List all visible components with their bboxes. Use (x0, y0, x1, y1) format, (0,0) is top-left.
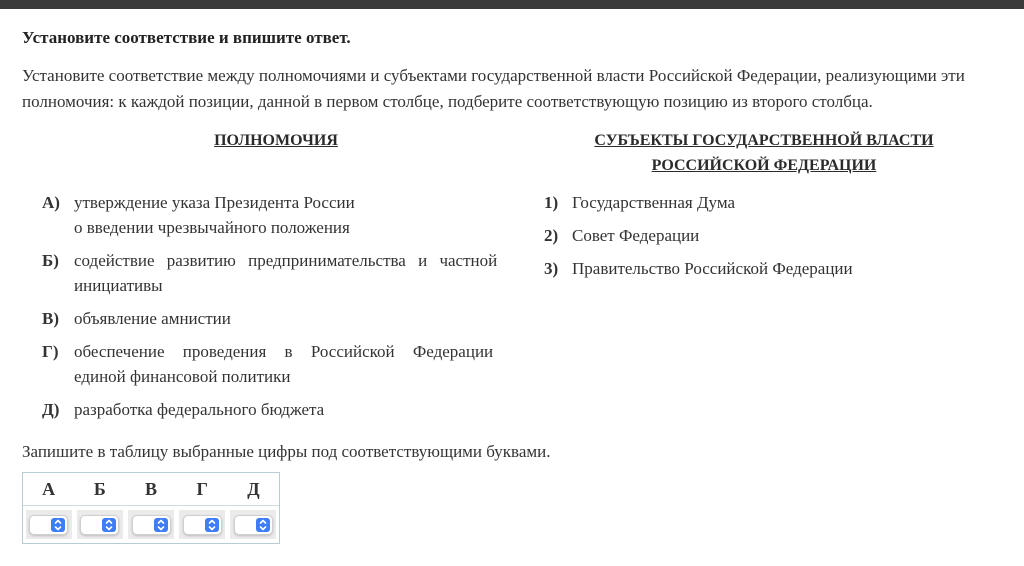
answer-cell-d (228, 510, 279, 539)
answer-table-header-row (23, 473, 279, 506)
answer-column-header-v: В (145, 478, 158, 499)
select-backplate (26, 510, 72, 539)
task-intro-text: Установите соответствие между полномочиями и субъектами государственной власти Российской Федерации, реализующими эти полномочия: к каждой позиции, данной в первом столбце, подберите соответствующую позицию из второго столбца. (22, 66, 965, 111)
subjects-column (544, 128, 984, 430)
item-text-line: содействие развитию предпринимательства и частной (74, 251, 498, 270)
select-backplate (128, 510, 174, 539)
item-text-line: инициативы (74, 276, 163, 295)
item-text (74, 306, 510, 331)
item-label: Д) (42, 400, 60, 419)
item-text: Совет Федерации (572, 226, 700, 245)
item-text (74, 339, 510, 389)
subjects-item-2 (544, 223, 984, 248)
matching-columns (22, 128, 996, 430)
top-bar (0, 0, 1024, 9)
answer-select-a[interactable] (29, 515, 68, 535)
subjects-item-3 (544, 256, 984, 281)
answer-select-v[interactable] (132, 515, 171, 535)
answer-column-header-a: А (42, 478, 56, 499)
stepper-updown-icon (51, 518, 65, 532)
answer-table (22, 472, 280, 544)
select-backplate (179, 510, 225, 539)
content-area (0, 26, 1024, 544)
powers-column (42, 128, 510, 430)
item-label: 3) (544, 259, 559, 278)
subjects-header-line1: СУБЪЕКТЫ ГОСУДАРСТВЕННОЙ ВЛАСТИ (594, 132, 934, 149)
write-answer-instruction: Запишите в таблицу выбранные цифры под соответствующими буквами. (22, 442, 551, 461)
stepper-updown-icon (205, 518, 219, 532)
powers-item-v (42, 306, 510, 331)
answer-column-header-g: Г (196, 478, 208, 499)
powers-column-header (42, 128, 510, 178)
powers-item-a (42, 190, 510, 240)
subjects-column-header (544, 128, 984, 178)
answer-cell-v (125, 510, 176, 539)
answer-column-header-b: Б (93, 478, 106, 499)
answer-select-b[interactable] (80, 515, 119, 535)
subjects-header-line2: РОССИЙСКОЙ ФЕДЕРАЦИИ (651, 157, 877, 174)
answer-select-d[interactable] (234, 515, 273, 535)
select-backplate (230, 510, 276, 539)
item-text: Правительство Российской Федерации (572, 259, 853, 278)
item-text-line: единой финансовой политики (74, 367, 291, 386)
item-label: Б) (42, 251, 59, 270)
item-text-line: о введении чрезвычайного положения (74, 218, 350, 237)
item-text (74, 248, 510, 298)
stepper-updown-icon (154, 518, 168, 532)
powers-header-text: ПОЛНОМОЧИЯ (214, 132, 338, 149)
stepper-updown-icon (102, 518, 116, 532)
answer-cell-b (74, 510, 125, 539)
item-text-line: объявление амнистии (74, 309, 231, 328)
item-text (74, 190, 510, 240)
page-title: Установите соответствие и впишите ответ. (22, 28, 351, 47)
powers-item-b (42, 248, 510, 298)
stepper-updown-icon (256, 518, 270, 532)
item-label: Г) (42, 342, 59, 361)
answer-table-input-row (23, 506, 279, 543)
powers-item-d (42, 397, 510, 422)
answer-column-header-d: Д (247, 478, 260, 499)
item-text: Государственная Дума (572, 193, 736, 212)
answer-cell-a (23, 510, 74, 539)
item-label: А) (42, 193, 60, 212)
item-text-line: утверждение указа Президента России (74, 193, 355, 212)
powers-item-g (42, 339, 510, 389)
answer-cell-g (177, 510, 228, 539)
item-text (74, 397, 510, 422)
item-label: 2) (544, 226, 559, 245)
item-label: 1) (544, 193, 559, 212)
select-backplate (77, 510, 123, 539)
item-label: В) (42, 309, 59, 328)
subjects-item-1 (544, 190, 984, 215)
item-text-line: обеспечение проведения в Российской Федерации (74, 342, 494, 361)
item-text-line: разработка федерального бюджета (74, 400, 325, 419)
answer-select-g[interactable] (183, 515, 222, 535)
